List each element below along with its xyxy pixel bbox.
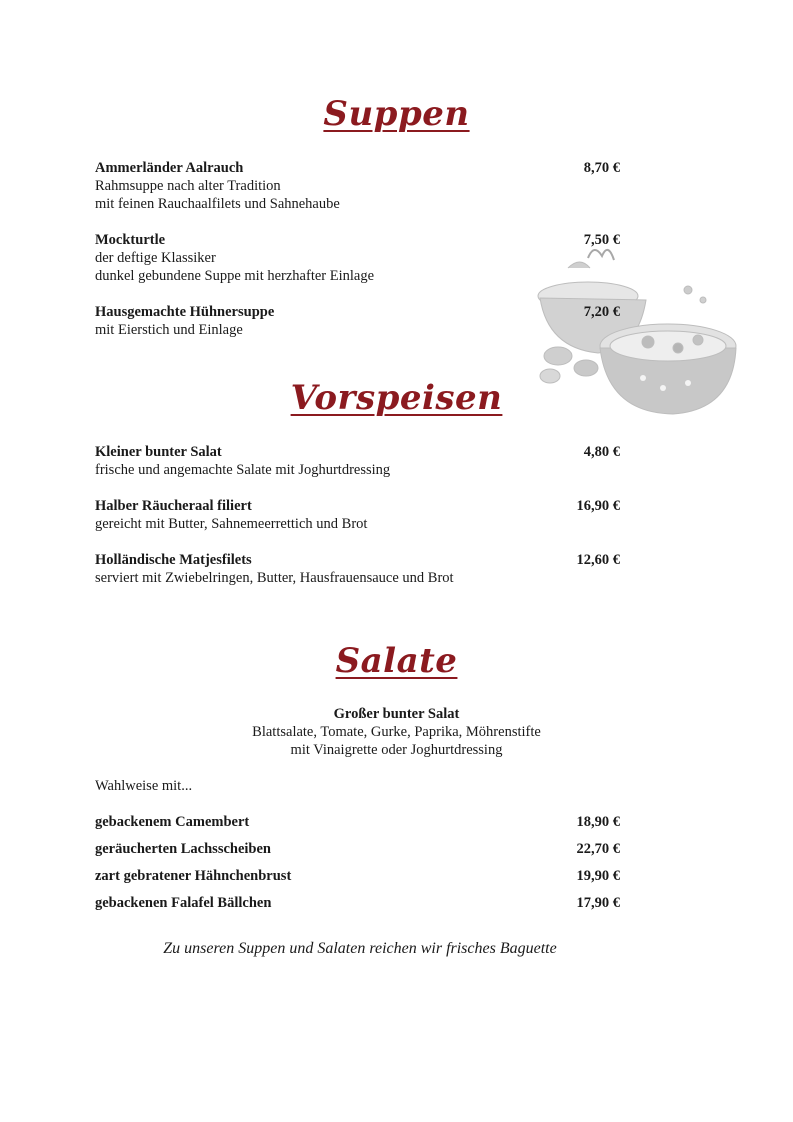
item-desc: gereicht mit Butter, Sahnemeerrettich und Brot [95,516,368,532]
option-price: 17,90 € [576,895,620,911]
item-name: Halber Räucheraal filiert [95,498,252,514]
choice-label: Wahlweise mit... [95,778,193,794]
menu-item [95,159,620,213]
item-name: Mockturtle [95,232,166,248]
item-desc: serviert mit Zwiebelringen, Butter, Hausfrauensauce und Brot [95,570,454,586]
item-price: 16,90 € [576,498,620,514]
footer-note: Zu unseren Suppen und Salaten reichen wir frisches Baguette [163,940,557,957]
option-price: 19,90 € [576,868,620,884]
item-price: 7,50 € [583,232,620,248]
item-desc: Rahmsuppe nach alter Tradition [95,178,281,194]
option-row [95,814,620,831]
menu-item [95,497,620,533]
item-desc: mit Eierstich und Einlage [95,322,243,338]
option-row [95,895,620,912]
section-title-suppen: Suppen [323,94,470,134]
section-title-vorspeisen: Vorspeisen [290,378,503,418]
option-name: zart gebratener Hähnchenbrust [95,868,292,884]
item-name: Hausgemachte Hühnersuppe [95,304,275,320]
salad-main [0,705,793,759]
item-name: Holländische Matjesfilets [95,552,252,568]
option-price: 22,70 € [576,841,620,857]
menu-item [95,303,620,339]
option-row [95,841,620,858]
option-name: geräucherten Lachsscheiben [95,841,271,857]
option-name: gebackenen Falafel Bällchen [95,895,272,911]
option-price: 18,90 € [576,814,620,830]
item-desc: frische und angemachte Salate mit Joghurtdressing [95,462,391,478]
item-desc: der deftige Klassiker [95,250,216,266]
menu-item [95,443,620,479]
item-name: Ammerländer Aalrauch [95,160,244,176]
item-desc: Blattsalate, Tomate, Gurke, Paprika, Möhrenstifte [252,724,541,740]
option-row [95,868,620,885]
item-name: Großer bunter Salat [333,706,460,722]
item-desc: mit feinen Rauchaalfilets und Sahnehaube [95,196,340,212]
item-price: 12,60 € [576,552,620,568]
item-name: Kleiner bunter Salat [95,444,222,460]
option-name: gebackenem Camembert [95,814,250,830]
menu-item [95,231,620,285]
section-title-salate: Salate [335,641,458,681]
item-price: 8,70 € [583,160,620,176]
item-price: 4,80 € [583,444,620,460]
menu-item [95,551,620,587]
item-price: 7,20 € [583,304,620,320]
item-desc: mit Vinaigrette oder Joghurtdressing [290,742,503,758]
item-desc: dunkel gebundene Suppe mit herzhafter Einlage [95,268,375,284]
